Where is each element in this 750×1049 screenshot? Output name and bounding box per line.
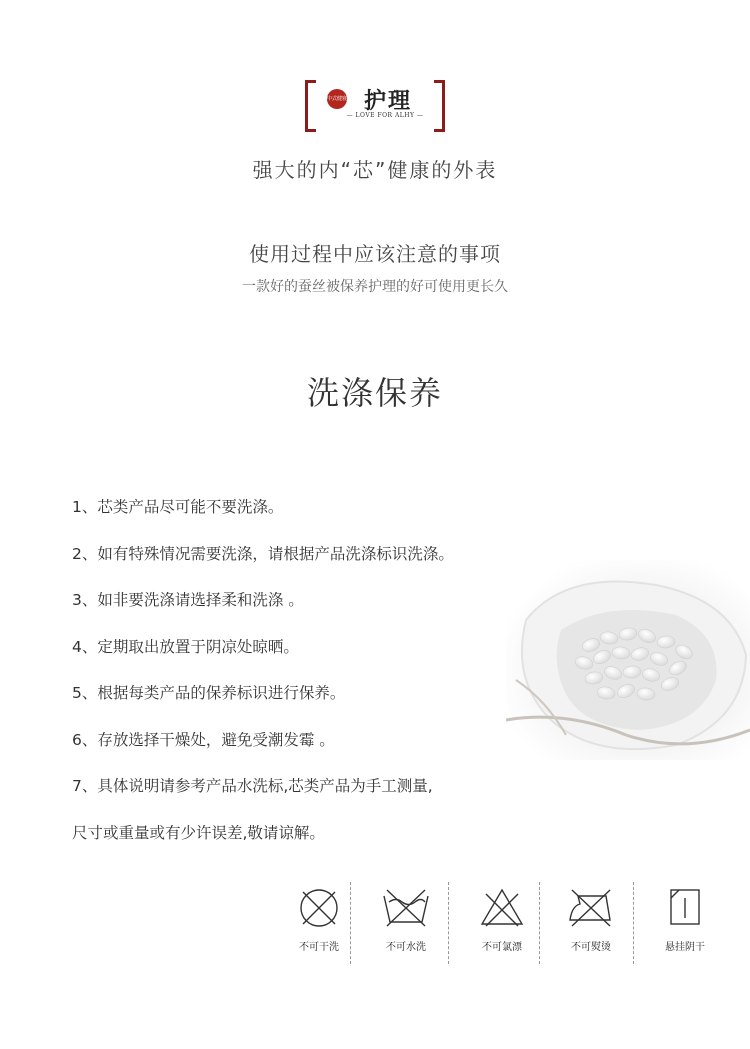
divider [448,882,449,964]
no-bleach-icon [478,886,526,930]
care-symbol [360,882,452,964]
no-iron-icon [566,886,616,930]
care-symbol [273,882,365,964]
list-item: 5、根据每类产品的保养标识进行保养。 [72,684,346,702]
list-item: 尺寸或重量或有少许误差,敬请谅解。 [72,823,325,842]
section-title: 洗涤保养 [306,374,443,412]
list-item: 2、如有特殊情况需要洗涤，请根据产品洗涤标识洗涤。 [72,544,454,563]
no-dry-clean-icon [297,886,341,930]
care-instructions-list [72,494,542,866]
notice-subtitle: 一款好的蚕丝被保养护理的好可使用更长久 [242,279,508,295]
care-symbol [639,882,731,964]
care-symbol [456,882,548,964]
logo-left-bracket [305,80,316,132]
logo-right-bracket [434,80,445,132]
line-dry-shade-icon [663,886,707,930]
care-symbol [545,882,637,964]
list-item: 4、定期取出放置于阴凉处晾晒。 [72,637,299,656]
list-item: 6、存放选择干燥处，避免受潮发霉 。 [72,730,335,749]
logo-seal: 中式健寝 [327,89,347,109]
care-symbol-label: 悬挂阴干 [665,942,705,953]
care-symbols-row [273,882,733,964]
divider [539,882,540,964]
tagline: 强大的内“芯”健康的外表 [252,158,498,182]
divider [633,882,634,964]
no-wash-icon [381,886,431,930]
divider [350,882,351,964]
care-symbol-label: 不可氯漂 [482,942,522,953]
brand-logo [305,80,445,128]
care-symbol-label: 不可水洗 [386,942,426,953]
care-symbol-label: 不可干洗 [299,942,339,953]
care-symbol-label: 不可熨烫 [571,942,611,953]
silk-cocoon-image [506,560,750,760]
notice-title: 使用过程中应该注意的事项 [249,242,501,266]
list-item: 1、芯类产品尽可能不要洗涤。 [72,498,284,516]
logo-subtitle: — LOVE FOR ALHY — [346,112,424,119]
list-item: 3、如非要洗涤请选择柔和洗涤 。 [72,591,304,609]
logo-title: 护理 [363,88,412,114]
list-item: 7、具体说明请参考产品水洗标,芯类产品为手工测量, [72,777,433,795]
